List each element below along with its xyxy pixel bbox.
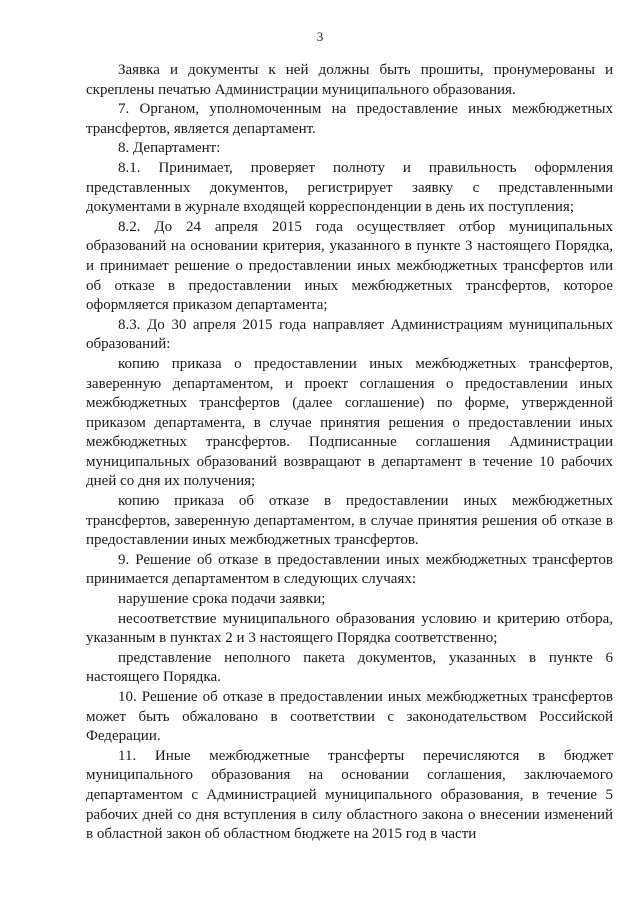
paragraph-11-transfers: 11. Иные межбюджетные трансферты перечисляются в бюджет муниципального образования на основании соглашения, заключаемого департаментом с Администрацией муниципального образования, в течение 5 рабочих дней со дня вступления в силу областного закона о внесении изменений в областной закон об областном бюджете на 2015 год в части: [86, 747, 613, 843]
paragraph-8-department: 8. Департамент:: [118, 140, 221, 157]
paragraph-order-copy-grant: копию приказа о предоставлении иных межбюджетных трансфертов, заверенную департаментом, и проект соглашения о предоставлении иных межбюджетных трансфертов (далее соглашение) по форме, утвержденной приказом департамента, в случае принятия решения о предоставлении иных межбюджетных трансфертов. Подписанные соглашения Администрации муниципальных образований возвращают в департамент в течение 10 рабочих дней со дня их получения;: [86, 355, 613, 490]
paragraph-9-refusal-cases: 9. Решение об отказе в предоставлении иных межбюджетных трансфертов принимается департаментом в следующих случаях:: [86, 551, 613, 588]
paragraph-8-2: 8.2. До 24 апреля 2015 года осуществляет отбор муниципальных образований на основании критерия, указанного в пункте 3 настоящего Порядка, и принимает решение о предоставлении иных межбюджетных трансфертов или об отказе в предоставлении иных межбюджетных трансфертов, которое оформляется приказом департамента;: [86, 218, 613, 314]
paragraph-order-copy-refusal: копию приказа об отказе в предоставлении иных межбюджетных трансфертов, заверенную департаментом, в случае принятия решения об отказе в предоставлении иных межбюджетных трансфертов.: [86, 493, 613, 549]
paragraph-deadline-violation: нарушение срока подачи заявки;: [118, 591, 326, 608]
paragraph-8-3: 8.3. До 30 апреля 2015 года направляет Администрациям муниципальных образований:: [86, 316, 613, 353]
paragraph-8-1: 8.1. Принимает, проверяет полноту и правильность оформления представленных документов, регистрирует заявку с представленными документами в журнале входящей корреспонденции в день их поступления;: [86, 159, 613, 216]
paragraph-incomplete-package: представление неполного пакета документов, указанных в пункте 6 настоящего Порядка.: [86, 649, 613, 686]
page-number: 3: [316, 29, 324, 44]
document-body: [86, 61, 613, 845]
paragraph-10-appeal: 10. Решение об отказе в предоставлении иных межбюджетных трансфертов может быть обжаловано в соответствии с законодательством Российской Федерации.: [86, 689, 613, 745]
paragraph-application-binding: Заявка и документы к ней должны быть прошиты, пронумерованы и скреплены печатью Администрации муниципального образования.: [86, 62, 613, 98]
paragraph-noncompliance: несоответствие муниципального образования условию и критерию отбора, указанным в пунктах 2 и 3 настоящего Порядка соответственно;: [86, 610, 613, 647]
paragraph-7-authorized-body: 7. Органом, уполномоченным на предоставление иных межбюджетных трансфертов, является департамент.: [86, 101, 613, 137]
